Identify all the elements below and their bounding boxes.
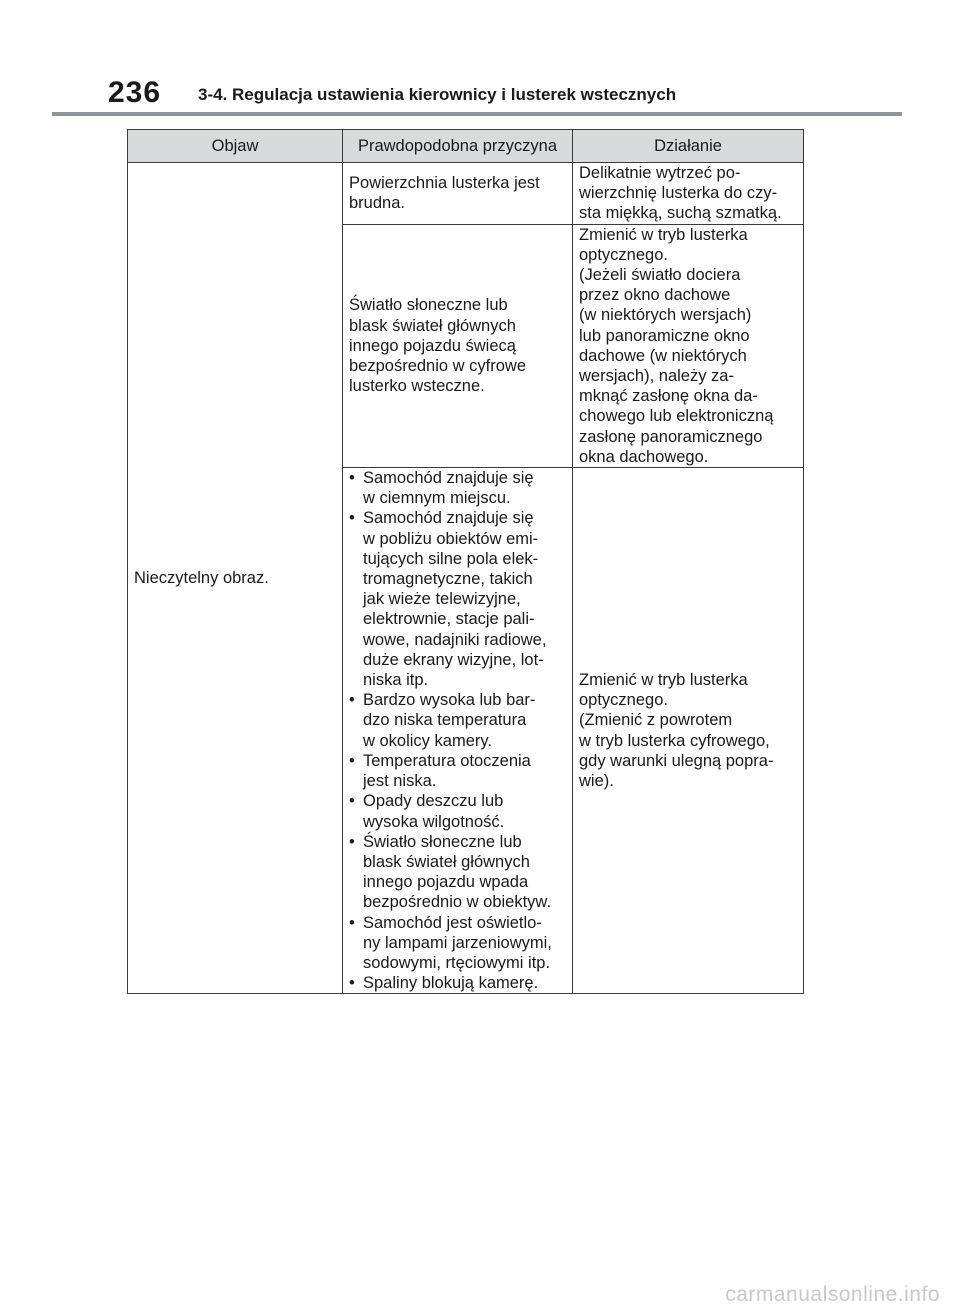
action-cell	[573, 224, 804, 467]
cause-cell	[343, 468, 573, 994]
text-line: okna dachowego.	[579, 447, 709, 466]
text-line: Samochód znajduje się	[363, 469, 534, 488]
text-line: Zmienić w tryb lusterka	[579, 671, 748, 690]
text-line: wie).	[579, 772, 614, 791]
text-line: przez okno dachowe	[579, 286, 731, 305]
text-line: dzo niska temperatura	[363, 711, 527, 730]
text-line: lusterko wsteczne.	[349, 377, 485, 396]
text-line: dachowe (w niektórych	[579, 346, 747, 365]
cause-cell	[343, 163, 573, 225]
header-rule	[52, 112, 902, 116]
text-line: optycznego.	[579, 245, 668, 264]
text-line: tromagnetyczne, takich	[363, 570, 533, 589]
text-line: Delikatnie wytrzeć po-	[579, 164, 741, 182]
text-line: tujących silne pola elek-	[363, 549, 539, 568]
text-line: gdy warunki ulegną popra-	[579, 751, 774, 770]
text-line: wersjach), należy za-	[579, 367, 734, 386]
page-header	[108, 76, 908, 110]
list-item	[349, 791, 566, 831]
table-header-row	[128, 130, 804, 163]
text-line: innego pojazdu świecą	[349, 336, 516, 355]
text-line: elektrownie, stacje pali-	[363, 610, 535, 629]
table-row	[128, 163, 804, 225]
text-line: wysoka wilgotność.	[363, 812, 505, 831]
text-line: w okolicy kamery.	[363, 731, 492, 750]
section-title: 3-4. Regulacja ustawienia kierownicy i lusterek wstecznych	[198, 85, 677, 104]
page-number: 236	[108, 76, 162, 109]
text-line: sodowymi, rtęciowymi itp.	[363, 953, 551, 972]
bullet-icon: •	[349, 832, 355, 851]
bullet-icon: •	[349, 913, 355, 932]
text-line: Samochód znajduje się	[363, 509, 534, 528]
text-line: optycznego.	[579, 691, 668, 710]
text-line: ny lampami jarzeniowymi,	[363, 933, 552, 952]
text-line: blask świateł głównych	[363, 852, 530, 871]
text-line: chowego lub elektroniczną	[579, 407, 774, 426]
text-line: sta miękką, suchą szmatką.	[579, 204, 782, 223]
text-line: (Zmienić z powrotem	[579, 711, 733, 730]
text-line: jak wieże telewizyjne,	[363, 590, 521, 609]
text-line: w ciemnym miejscu.	[363, 489, 511, 508]
text-line: bezpośrednio w obiektyw.	[363, 893, 552, 912]
cause-list	[349, 468, 566, 993]
troubleshooting-table	[127, 129, 804, 994]
text-line: zasłonę panoramicznego	[579, 427, 763, 446]
text-line: wierzchnię lusterka do czy-	[579, 184, 778, 203]
text-line: Opady deszczu lub	[363, 792, 504, 811]
text-line: jest niska.	[363, 772, 437, 791]
list-item	[349, 832, 566, 913]
text-line: w tryb lusterka cyfrowego,	[579, 731, 770, 750]
text-line: brudna.	[349, 194, 405, 213]
text-line: innego pojazdu wpada	[363, 873, 529, 892]
text-line: bezpośrednio w cyfrowe	[349, 356, 527, 375]
bullet-icon: •	[349, 792, 355, 811]
column-header-action: Działanie	[573, 130, 804, 163]
action-cell	[573, 468, 804, 994]
column-header-symptom: Objaw	[128, 130, 343, 163]
action-cell	[573, 163, 804, 225]
text-line: Światło słoneczne lub	[349, 296, 508, 315]
bullet-icon: •	[349, 974, 355, 993]
text-line: Zmienić w tryb lusterka	[579, 225, 748, 244]
symptom-cell: Nieczytelny obraz.	[128, 163, 343, 994]
text-line: (w niektórych wersjach)	[579, 306, 752, 325]
text-line: Temperatura otoczenia	[363, 751, 531, 770]
text-line: Samochód jest oświetlo-	[363, 913, 542, 932]
text-line: Bardzo wysoka lub bar-	[363, 691, 536, 710]
bullet-icon: •	[349, 469, 355, 488]
watermark: carmanualsonline.info	[725, 1283, 940, 1306]
text-line: (Jeżeli światło dociera	[579, 266, 741, 285]
list-item	[349, 913, 566, 974]
list-item	[349, 468, 566, 508]
cause-cell	[343, 224, 573, 467]
bullet-icon: •	[349, 691, 355, 710]
bullet-icon: •	[349, 509, 355, 528]
text-line: mknąć zasłonę okna da-	[579, 387, 758, 406]
text-line: Powierzchnia lusterka jest	[349, 174, 540, 193]
bullet-icon: •	[349, 751, 355, 770]
list-item	[349, 751, 566, 791]
text-line: blask świateł głównych	[349, 316, 516, 335]
text-line: Światło słoneczne lub	[363, 832, 522, 851]
list-item	[349, 690, 566, 751]
list-item	[349, 508, 566, 690]
text-line: niska itp.	[363, 671, 429, 690]
text-line: Spaliny blokują kamerę.	[363, 974, 539, 993]
text-line: w pobliżu obiektów emi-	[363, 529, 539, 548]
text-line: duże ekrany wizyjne, lot-	[363, 650, 544, 669]
text-line: wowe, nadajniki radiowe,	[363, 630, 547, 649]
column-header-cause: Prawdopodobna przyczyna	[343, 130, 573, 163]
text-line: lub panoramiczne okno	[579, 326, 750, 345]
list-item	[349, 973, 566, 993]
